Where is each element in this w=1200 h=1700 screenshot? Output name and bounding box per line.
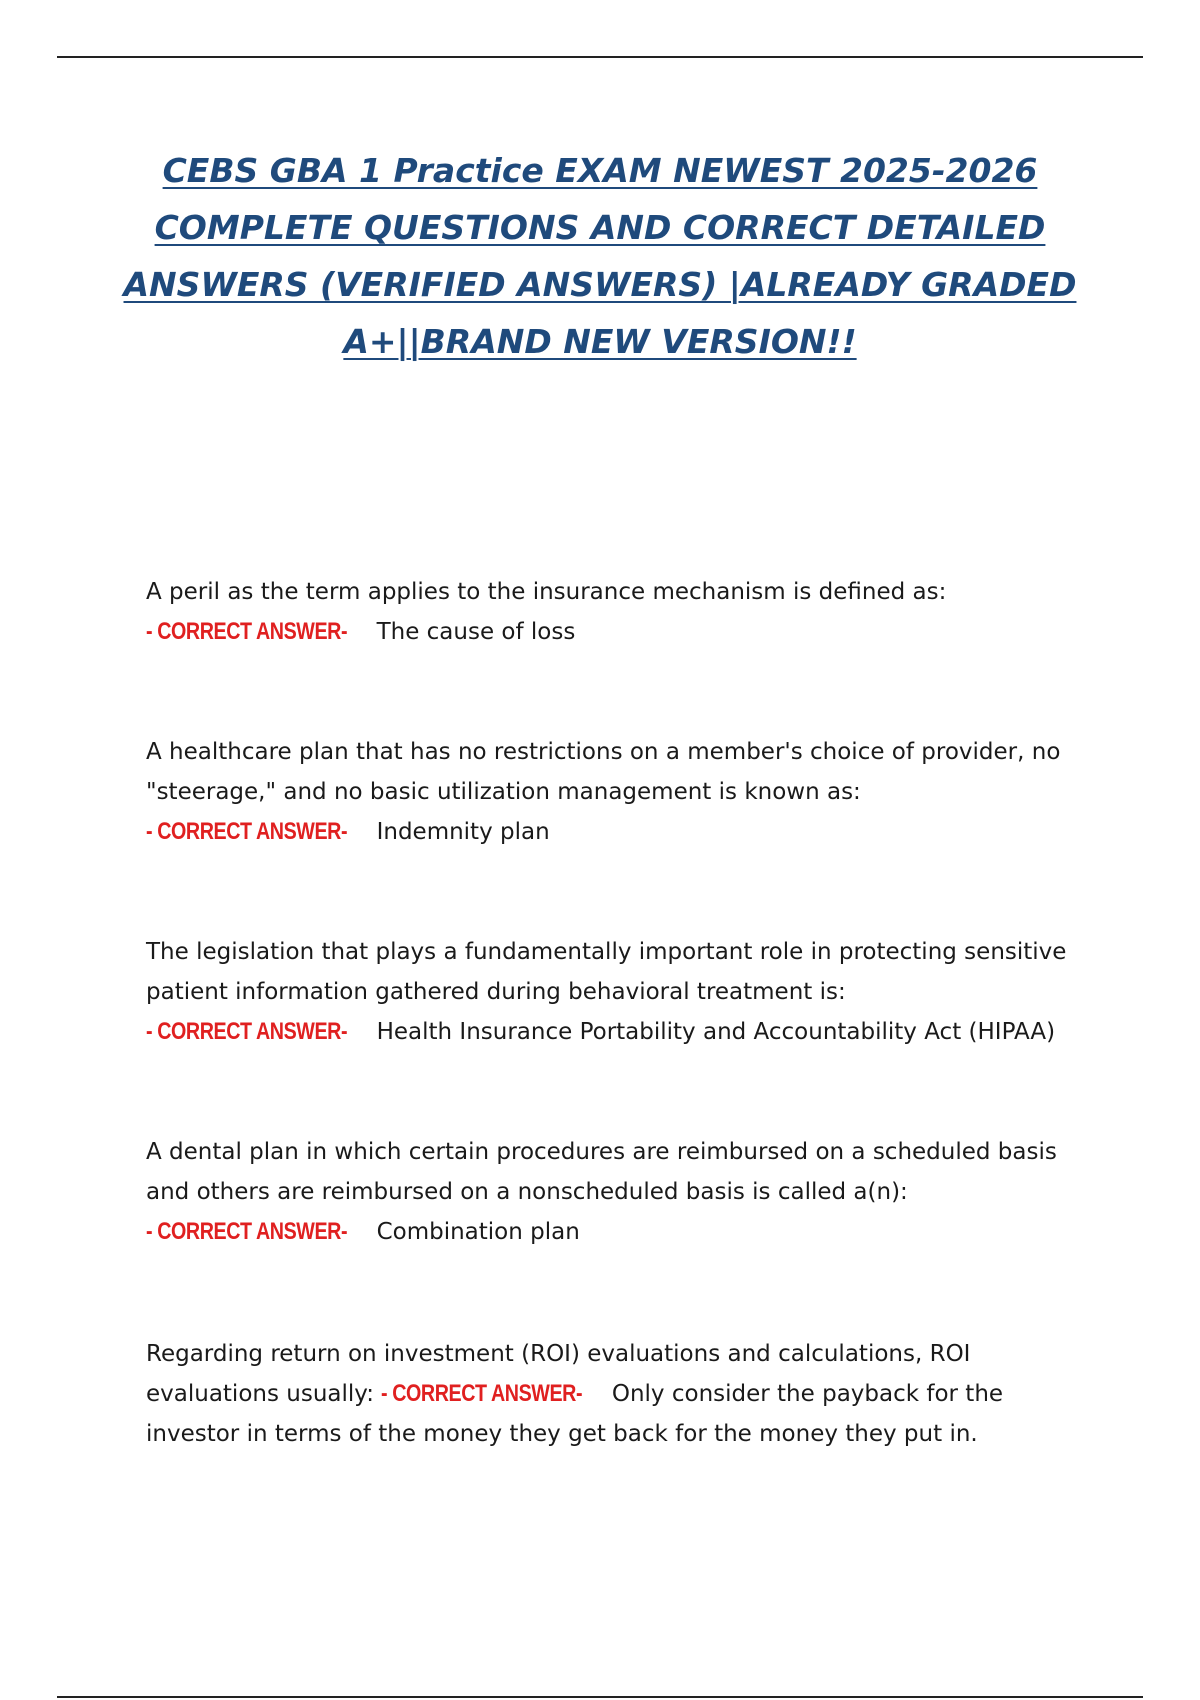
correct-answer-tag: - CORRECT ANSWER- [146,818,348,845]
question-item [146,572,1076,652]
title-line-4: A+||BRAND NEW VERSION!! [343,322,857,361]
question-text: Regarding return on investment (ROI) evaluations and calculations, ROI evaluations usually: [146,1341,971,1407]
bottom-rule [57,1696,1143,1698]
title-line-1: CEBS GBA 1 Practice EXAM NEWEST 2025-2026 [162,151,1038,190]
question-text: A peril as the term applies to the insurance mechanism is defined as: [146,579,947,605]
correct-answer-tag: - CORRECT ANSWER- [146,618,348,645]
question-text: A dental plan in which certain procedures are reimbursed on a scheduled basis and others are reimbursed on a nonscheduled basis is called a(n): [146,1139,1057,1205]
question-item [146,932,1076,1052]
answer-text: Indemnity plan [376,819,550,845]
correct-answer-tag: - CORRECT ANSWER- [146,1018,348,1045]
question-item [146,1132,1076,1252]
top-rule [57,56,1143,58]
title-line-2: COMPLETE QUESTIONS AND CORRECT DETAILED [154,208,1046,247]
answer-text: Only consider the payback for the investor in terms of the money they get back for the money they put in. [146,1381,1004,1447]
question-text: A healthcare plan that has no restrictions on a member's choice of provider, no "steerage," and no basic utilization management is known as: [146,739,1061,805]
question-item [146,1334,1076,1454]
question-item [146,732,1076,852]
document-title [120,142,1080,370]
correct-answer-tag: - CORRECT ANSWER- [146,1218,348,1245]
answer-text: Combination plan [376,1219,580,1245]
answer-text: Health Insurance Portability and Accountability Act (HIPAA) [376,1019,1056,1045]
answer-text: The cause of loss [376,619,576,645]
correct-answer-tag: - CORRECT ANSWER- [381,1380,583,1407]
title-line-3: ANSWERS (VERIFIED ANSWERS) |ALREADY GRADED [123,265,1077,304]
question-text: The legislation that plays a fundamentally important role in protecting sensitive patient information gathered during behavioral treatment is: [146,939,1067,1005]
